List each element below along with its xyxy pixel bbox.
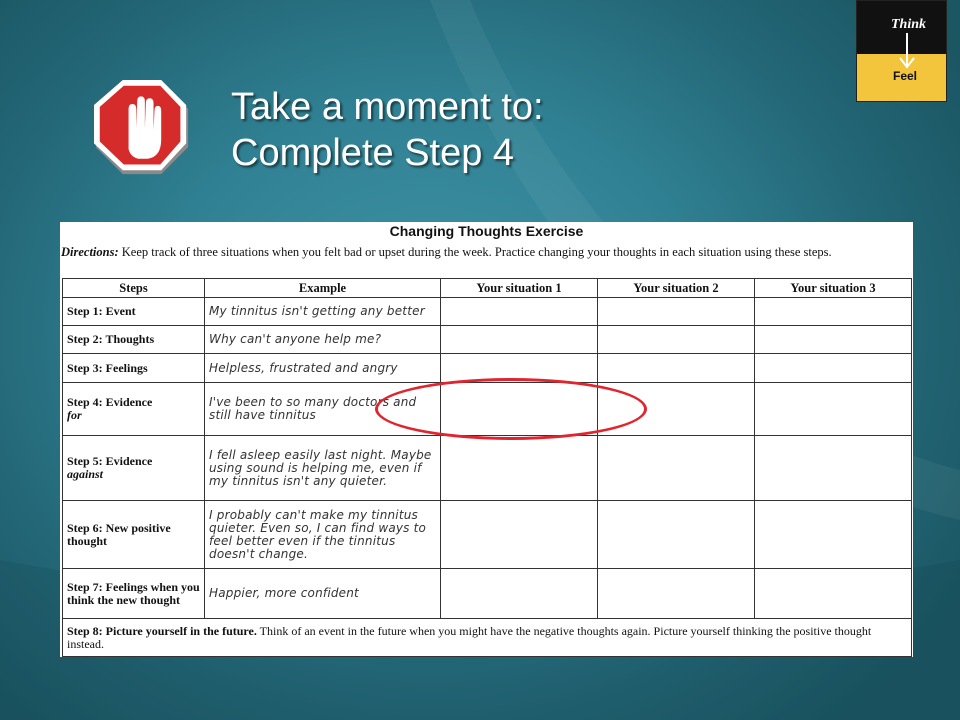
directions xyxy=(61,246,909,259)
step-8-cell xyxy=(63,619,912,657)
situation-2-cell[interactable] xyxy=(598,354,755,383)
worksheet-title: Changing Thoughts Exercise xyxy=(389,223,584,239)
arrow-down-icon xyxy=(897,33,917,73)
situation-3-cell[interactable] xyxy=(755,436,912,501)
table-row xyxy=(63,436,912,501)
situation-2-cell[interactable] xyxy=(598,436,755,501)
steps-table xyxy=(62,278,912,657)
situation-3-cell[interactable] xyxy=(755,354,912,383)
directions-text: Keep track of three situations when you felt bad or upset during the week. Practice changing your thoughts in each situation using these steps. xyxy=(118,245,832,259)
example-cell: Helpless, frustrated and angry xyxy=(205,354,441,383)
directions-label: Directions: xyxy=(61,245,119,259)
situation-2-cell[interactable] xyxy=(598,298,755,326)
table-row xyxy=(63,501,912,569)
situation-1-cell[interactable] xyxy=(441,569,598,619)
situation-2-cell[interactable] xyxy=(598,326,755,354)
situation-3-cell[interactable] xyxy=(755,569,912,619)
think-label: Think xyxy=(891,17,927,32)
situation-1-cell[interactable] xyxy=(441,326,598,354)
example-cell: I probably can't make my tinnitus quieter. Even so, I can find ways to feel better even if the tinnitus doesn't change. xyxy=(205,501,441,569)
situation-1-cell[interactable] xyxy=(441,298,598,326)
situation-3-cell[interactable] xyxy=(755,298,912,326)
title-line-1: Take a moment to: xyxy=(231,86,544,128)
header-situation-1: Your situation 1 xyxy=(441,279,598,298)
header-situation-3: Your situation 3 xyxy=(755,279,912,298)
header-example: Example xyxy=(205,279,441,298)
situation-3-cell[interactable] xyxy=(755,326,912,354)
situation-2-cell[interactable] xyxy=(598,569,755,619)
table-row xyxy=(63,569,912,619)
step-cell: Step 6: New positive thought xyxy=(63,501,205,569)
example-cell: I fell asleep easily last night. Maybe using sound is helping me, even if my tinnitus isn't any quieter. xyxy=(205,436,441,501)
table-row-step-8 xyxy=(63,619,912,657)
feel-label: Feel xyxy=(893,69,918,83)
step-cell: Step 4: Evidence for xyxy=(63,383,205,436)
example-cell: Why can't anyone help me? xyxy=(205,326,441,354)
table-row xyxy=(63,298,912,326)
step-8-text: Think of an event in the future when you might have the negative thoughts again. Picture yourself thinking the positive thought instead. xyxy=(67,623,872,651)
step-cell: Step 3: Feelings xyxy=(63,354,205,383)
situation-2-cell[interactable] xyxy=(598,501,755,569)
table-row xyxy=(63,326,912,354)
example-cell: Happier, more confident xyxy=(205,569,441,619)
title-line-2: Complete Step 4 xyxy=(231,132,515,174)
step-cell: Step 2: Thoughts xyxy=(63,326,205,354)
think-feel-logo xyxy=(856,0,947,102)
situation-1-cell[interactable] xyxy=(441,436,598,501)
step-cell: Step 1: Event xyxy=(63,298,205,326)
situation-1-cell[interactable] xyxy=(441,501,598,569)
table-header-row xyxy=(63,279,912,298)
situation-3-cell[interactable] xyxy=(755,501,912,569)
step-cell: Step 7: Feelings when you think the new thought xyxy=(63,569,205,619)
step-cell: Step 5: Evidence against xyxy=(63,436,205,501)
step-4-highlight-oval xyxy=(375,378,647,440)
slide-title xyxy=(231,84,544,176)
stop-hand-icon xyxy=(94,80,190,176)
situation-3-cell[interactable] xyxy=(755,383,912,436)
step-8-label: Step 8: Picture yourself in the future. xyxy=(67,623,257,638)
header-steps: Steps xyxy=(63,279,205,298)
header-situation-2: Your situation 2 xyxy=(598,279,755,298)
example-cell: I've been to so many doctors and still have tinnitus xyxy=(205,383,441,436)
example-cell: My tinnitus isn't getting any better xyxy=(205,298,441,326)
